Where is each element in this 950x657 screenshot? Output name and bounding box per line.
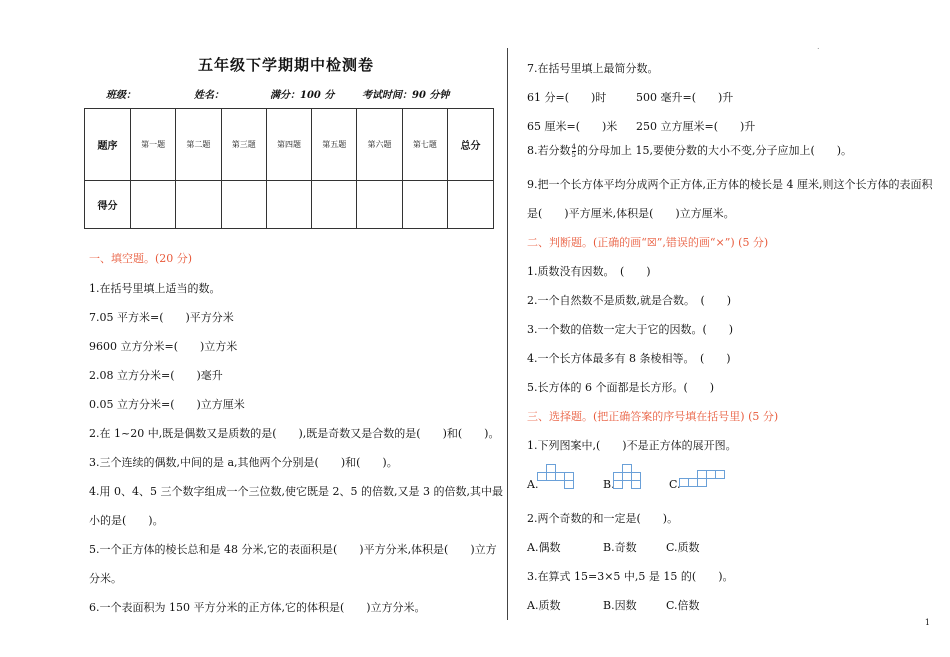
class-label: 班级： [106, 90, 136, 101]
score-cell[interactable] [402, 181, 447, 229]
choice-2-option-b: B.奇数 [603, 541, 637, 554]
col-q4: 第四题 [266, 109, 311, 181]
section-fill-blank: 一、填空题。(20 分) [89, 252, 193, 265]
fraction-numerator: 4 [571, 142, 576, 151]
question-1: 1.在括号里填上适当的数。 [89, 282, 221, 295]
choice-1-option-c: C. [669, 478, 681, 491]
question-1c: 2.08 立方分米=( )毫升 [89, 369, 223, 382]
question-1a: 7.05 平方米=( )平方分米 [89, 311, 234, 324]
column-divider [507, 48, 508, 620]
question-9-line1: 9.把一个长方体平均分成两个正方体,正方体的棱长是 4 厘米,则这个长方体的表面积 [527, 178, 933, 191]
choice-3-option-b: B.因数 [603, 599, 637, 612]
score-table [84, 108, 494, 229]
question-6: 6.一个表面积为 150 平方分米的正方体,它的体积是( )立方分米。 [89, 601, 426, 614]
fraction-denominator: 5 [571, 150, 576, 159]
question-2: 2.在 1~20 中,既是偶数又是质数的是( ),既是奇数又是合数的是( )和( )。 [89, 427, 500, 440]
full-score-label: 满分：100 分 [270, 90, 335, 101]
page-number: 1 [924, 618, 930, 627]
col-total: 总分 [448, 109, 494, 181]
choice-3: 3.在算式 15=3×5 中,5 是 15 的( )。 [527, 570, 734, 583]
col-q6: 第六题 [357, 109, 402, 181]
question-4-line1: 4.用 0、4、5 三个数字组成一个三位数,使它既是 2、5 的倍数,又是 3 的倍数,其中最 [89, 485, 503, 498]
row-head-score: 得分 [85, 181, 131, 229]
judge-1: 1.质数没有因数。 ( ) [527, 265, 651, 278]
col-q3: 第三题 [221, 109, 266, 181]
cube-net-c-icon [679, 470, 725, 488]
question-8 [527, 142, 852, 159]
question-7c: 65 厘米=( )米 [527, 120, 618, 133]
col-q1: 第一题 [131, 109, 176, 181]
section-multiple-choice: 三、选择题。(把正确答案的序号填在括号里) (5 分) [527, 410, 779, 423]
choice-1-option-b: B. [603, 478, 615, 491]
question-4-line2: 小的是( )。 [89, 514, 164, 527]
judge-5: 5.长方体的 6 个面都是长方形。( ) [527, 381, 715, 394]
choice-1-option-a: A. [527, 478, 539, 491]
section-true-false: 二、判断题。(正确的画“☒”,错误的画“×”) (5 分) [527, 236, 769, 249]
question-5-line1: 5.一个正方体的棱长总和是 48 分米,它的表面积是( )平方分米,体积是( )立方 [89, 543, 497, 556]
question-7b: 500 毫升=( )升 [636, 91, 734, 104]
choice-2-option-a: A.偶数 [527, 541, 561, 554]
page-title: 五年级下学期期中检测卷 [198, 56, 375, 74]
fraction-4-5 [572, 144, 576, 159]
question-9-line2: 是( )平方厘米,体积是( )立方厘米。 [527, 207, 735, 220]
score-cell[interactable] [357, 181, 402, 229]
question-8-prefix: 8.若分数 [527, 144, 571, 157]
score-cell[interactable] [266, 181, 311, 229]
cube-net-b-icon [613, 464, 641, 490]
choice-3-option-c: C.倍数 [666, 599, 700, 612]
judge-4: 4.一个长方体最多有 8 条棱相等。 ( ) [527, 352, 731, 365]
score-cell[interactable] [312, 181, 357, 229]
col-q5: 第五题 [312, 109, 357, 181]
cube-net-a-icon [537, 464, 575, 490]
choice-3-option-a: A.质数 [527, 599, 561, 612]
question-7d: 250 立方厘米=( )升 [636, 120, 756, 133]
question-7: 7.在括号里填上最简分数。 [527, 62, 659, 75]
score-cell[interactable] [176, 181, 221, 229]
col-q2: 第二题 [176, 109, 221, 181]
score-cell[interactable] [221, 181, 266, 229]
question-1b: 9600 立方分米=( )立方米 [89, 340, 238, 353]
score-cell[interactable] [131, 181, 176, 229]
score-cell[interactable] [448, 181, 494, 229]
judge-2: 2.一个自然数不是质数,就是合数。 ( ) [527, 294, 732, 307]
row-head-order: 题序 [85, 109, 131, 181]
choice-2-option-c: C.质数 [666, 541, 700, 554]
judge-3: 3.一个数的倍数一定大于它的因数。( ) [527, 323, 734, 336]
choice-2: 2.两个奇数的和一定是( )。 [527, 512, 679, 525]
question-1d: 0.05 立方分米=( )立方厘米 [89, 398, 245, 411]
question-7a: 61 分=( )时 [527, 91, 607, 104]
question-8-suffix: 的分母加上 15,要使分数的大小不变,分子应加上( )。 [576, 144, 853, 157]
exam-time-label: 考试时间：90 分钟 [362, 90, 450, 101]
question-5-line2: 分米。 [89, 572, 122, 585]
col-q7: 第七题 [402, 109, 447, 181]
corner-mark: . [817, 42, 820, 51]
question-3: 3.三个连续的偶数,中间的是 a,其他两个分别是( )和( )。 [89, 456, 398, 469]
choice-1: 1.下列图案中,( )不是正方体的展开图。 [527, 439, 737, 452]
name-label: 姓名： [194, 90, 224, 101]
